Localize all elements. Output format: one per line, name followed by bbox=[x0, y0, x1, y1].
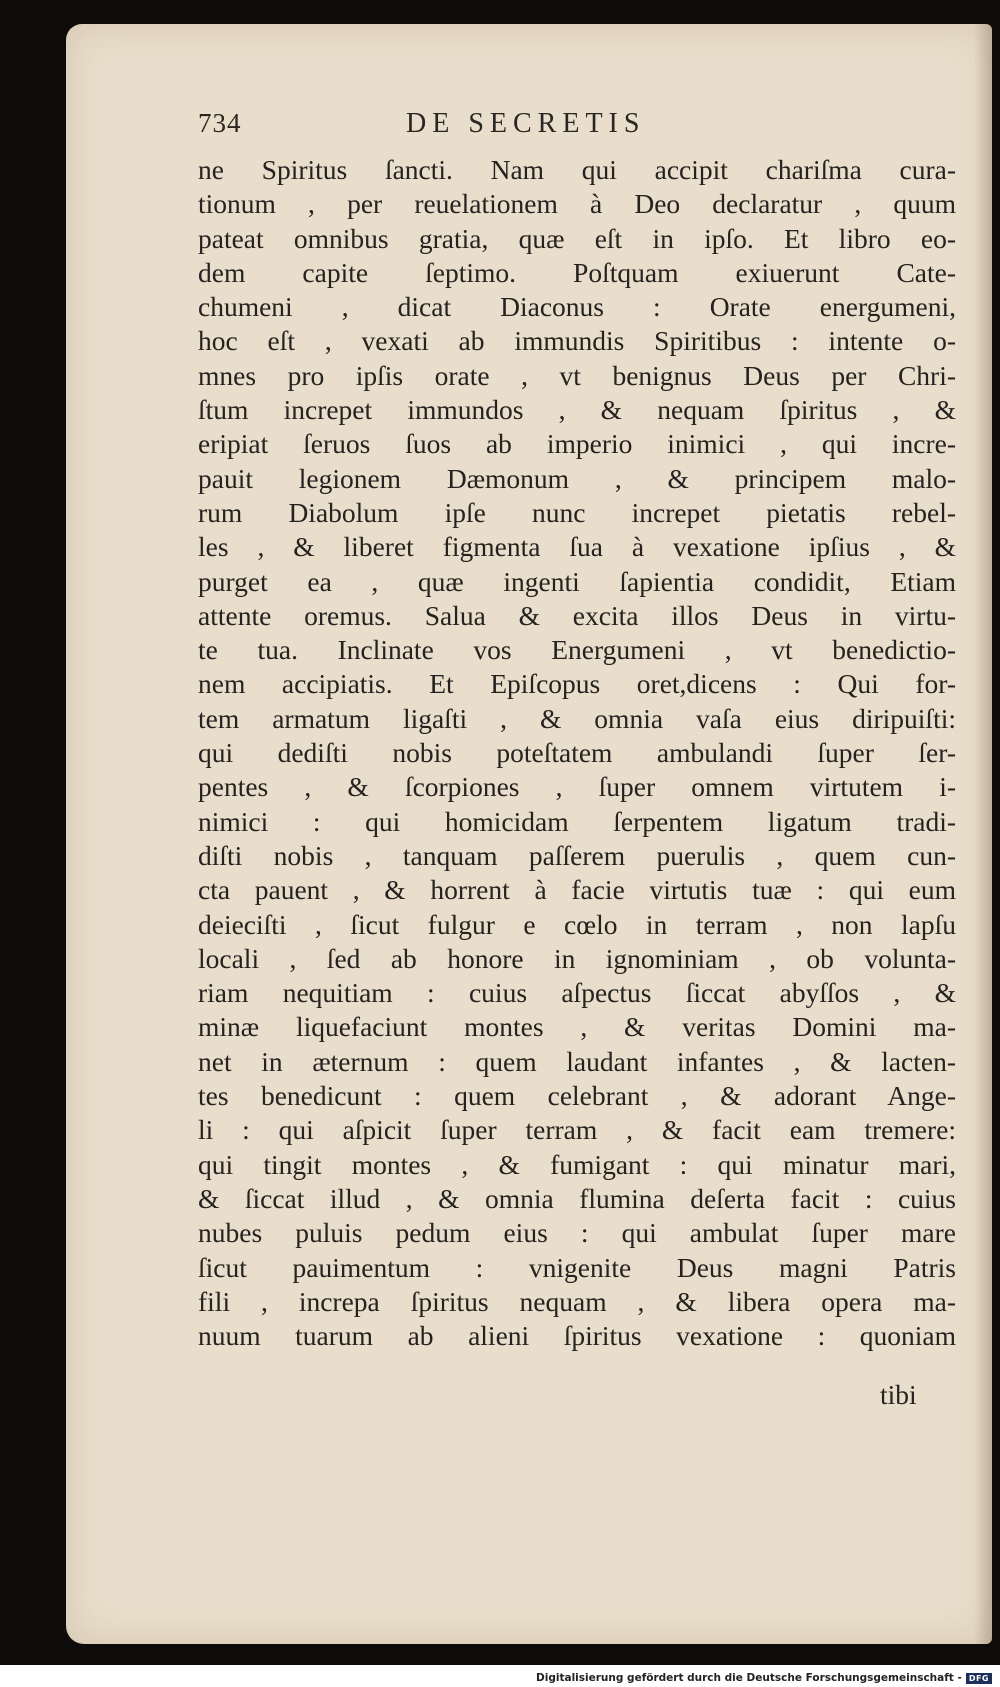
text-line: attente oremus. Salua & excita illos Deus in virtu- bbox=[198, 599, 956, 631]
text-line: ſtum increpet immundos , & nequam ſpiritus , & bbox=[198, 394, 956, 426]
running-head bbox=[198, 108, 798, 148]
text-line: cta pauent , & horrent à facie virtutis tuæ : qui eum bbox=[198, 874, 956, 906]
digitization-credit bbox=[536, 1672, 992, 1684]
text-line: minæ liquefaciunt montes , & veritas Domini ma- bbox=[198, 1011, 956, 1043]
text-line: locali , ſed ab honore in ignominiam , ob volunta- bbox=[198, 942, 956, 974]
text-line: diſti nobis , tanquam paſſerem puerulis , quem cun- bbox=[198, 839, 956, 871]
text-line: hoc eſt , vexati ab immundis Spiritibus : intente o- bbox=[198, 325, 956, 357]
text-line: tem armatum ligaſti , & omnia vaſa eius diripuiſti: bbox=[198, 702, 956, 734]
text-line: pentes , & ſcorpiones , ſuper omnem virtutem i- bbox=[198, 771, 956, 803]
text-line: chumeni , dicat Diaconus : Orate energumeni, bbox=[198, 291, 956, 323]
text-line: dem capite ſeptimo. Poſtquam exiuerunt Cate- bbox=[198, 256, 956, 288]
credit-text: Digitalisierung gefördert durch die Deutsche Forschungsgemeinschaft - bbox=[536, 1672, 962, 1684]
text-line: li : qui aſpicit ſuper terram , & facit eam tremere: bbox=[198, 1114, 956, 1146]
text-line: pateat omnibus gratia, quæ eſt in ipſo. Et libro eo- bbox=[198, 222, 956, 254]
running-title: DE SECRETIS bbox=[406, 108, 646, 139]
page-edge bbox=[974, 24, 992, 1644]
text-line: eripiat ſeruos ſuos ab imperio inimici , qui incre- bbox=[198, 428, 956, 460]
text-line: & ſiccat illud , & omnia flumina deſerta facit : cuius bbox=[198, 1182, 956, 1214]
text-line: rum Diabolum ipſe nunc increpet pietatis rebel- bbox=[198, 496, 956, 528]
dfg-logo-icon: DFG bbox=[966, 1673, 992, 1684]
text-line: nem accipiatis. Et Epiſcopus oret,dicens : Qui for- bbox=[198, 668, 956, 700]
text-line: tes benedicunt : quem celebrant , & adorant Ange- bbox=[198, 1080, 956, 1112]
text-line: ne Spiritus ſancti. Nam qui accipit chariſma cura- bbox=[198, 154, 956, 185]
body-text bbox=[198, 153, 956, 1353]
text-line: qui dediſti nobis poteſtatem ambulandi ſuper ſer- bbox=[198, 737, 956, 769]
text-line: qui tingit montes , & fumigant : qui minatur mari, bbox=[198, 1148, 956, 1180]
text-line: pauit legionem Dæmonum , & principem malo- bbox=[198, 462, 956, 494]
page-number: 734 bbox=[198, 108, 242, 138]
text-line: fili , increpa ſpiritus nequam , & libera opera ma- bbox=[198, 1285, 956, 1317]
text-line: nubes puluis pedum eius : qui ambulat ſuper mare bbox=[198, 1217, 956, 1249]
text-line: purget ea , quæ ingenti ſapientia condidit, Etiam bbox=[198, 565, 956, 597]
catchword: tibi bbox=[880, 1379, 917, 1410]
text-line: ſicut pauimentum : vnigenite Deus magni Patris bbox=[198, 1251, 956, 1283]
text-line: tionum , per reuelationem à Deo declaratur , quum bbox=[198, 188, 956, 220]
text-line: te tua. Inclinate vos Energumeni , vt benedictio- bbox=[198, 634, 956, 666]
text-line: nuum tuarum ab alieni ſpiritus vexatione : quoniam bbox=[198, 1320, 956, 1352]
text-line: nimici : qui homicidam ſerpentem ligatum tradi- bbox=[198, 805, 956, 837]
text-line: mnes pro ipſis orate , vt benignus Deus per Chri- bbox=[198, 359, 956, 391]
text-line: les , & liberet figmenta ſua à vexatione ipſius , & bbox=[198, 531, 956, 563]
text-line: net in æternum : quem laudant infantes , & lacten- bbox=[198, 1045, 956, 1077]
text-line: riam nequitiam : cuius aſpectus ſiccat abyſſos , & bbox=[198, 977, 956, 1009]
text-line: deieciſti , ſicut fulgur e cœlo in terram , non lapſu bbox=[198, 908, 956, 940]
